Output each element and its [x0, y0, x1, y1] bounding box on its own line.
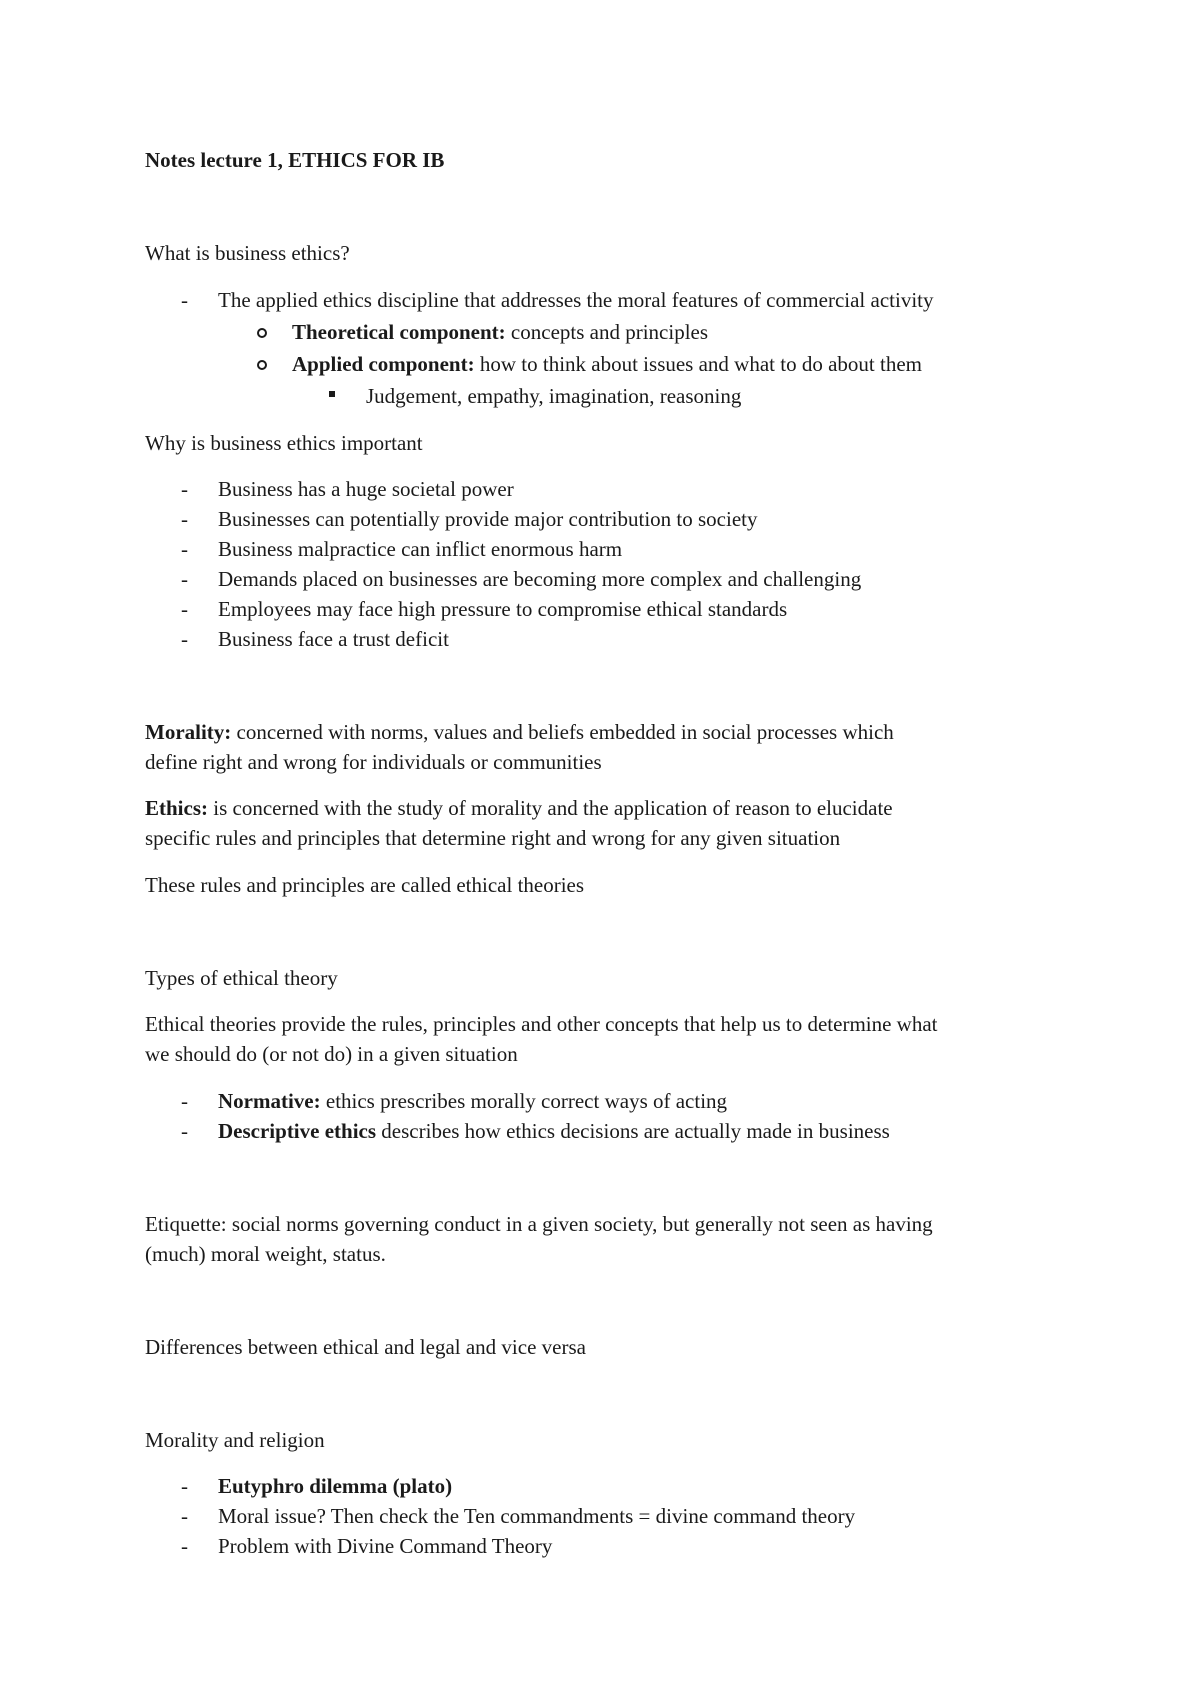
dash-bullet: -: [181, 1504, 188, 1528]
dash-bullet: -: [181, 627, 188, 651]
dash-bullet: -: [181, 1534, 188, 1558]
doc-title: Notes lecture 1, ETHICS FOR IB: [145, 148, 445, 172]
square-bullet-icon: [329, 391, 335, 397]
sub-list-item-text: Theoretical component: concepts and principles: [292, 320, 709, 344]
dash-bullet: -: [181, 597, 188, 621]
morality-term: Morality:: [145, 720, 232, 744]
dash-bullet: -: [181, 537, 188, 561]
circle-bullet-icon: [257, 328, 267, 338]
differences-heading: Differences between ethical and legal and vice versa: [145, 1335, 586, 1359]
document-page: Notes lecture 1, ETHICS FOR IB What is business ethics? - The applied ethics discipline that addresses the moral features of commercial activity Theoretical component: concepts and principles Applied component: how to think about issues and what to do about them Judgement, empathy, imagination, reasoning Why is business ethics important - Business has a huge societal power - Businesses can potentially provide major contribution to society - Business malpractice can inflict enormous harm - Demands placed on businesses are becoming more complex and challenging - Employees may face high pressure to compromise ethical standards - Business face a trust deficit Morality: concerned with norms, values and beliefs embedded in social processes which define right and wrong for individuals or communities Ethics: is concerned with the study of morality and the application of reason to elucidate specific rules and principles that determine right and wrong for any given situation These rules and principles are called ethical theories Types of ethical theory Ethical theories provide the rules, principles and other concepts that help us to determine what we should do (or not do) in a given situation - Normative: ethics prescribes morally correct ways of acting - Descriptive ethics describes how ethics decisions are actually made in business Etiquette: social norms governing conduct in a given society, but generally not seen as having (much) moral weight, status. Differences between ethical and legal and vice versa Morality and religion - Eutyphro dilemma (plato) - Moral issue? Then check the Ten commandments = divine command theory - Problem with Divine Command Theory: [145, 148, 938, 1558]
list-item-text: Business face a trust deficit: [218, 627, 449, 651]
heading-morality-and-religion: Morality and religion: [145, 1428, 325, 1452]
ethics-term: Ethics:: [145, 796, 208, 820]
list-item-text: Employees may face high pressure to compromise ethical standards: [218, 597, 788, 621]
heading-why-important: Why is business ethics important: [145, 431, 423, 455]
dash-bullet: -: [181, 567, 188, 591]
heading-what-is-business-ethics: What is business ethics?: [145, 241, 350, 265]
sub-list-item-text: Applied component: how to think about issues and what to do about them: [292, 352, 922, 376]
dash-bullet: -: [181, 288, 188, 312]
dash-bullet: -: [181, 1119, 188, 1143]
list-item-text: Demands placed on businesses are becoming more complex and challenging: [218, 567, 862, 591]
list-item-text: Problem with Divine Command Theory: [218, 1534, 553, 1558]
list-item-text: Moral issue? Then check the Ten commandments = divine command theory: [218, 1504, 856, 1528]
list-item-text: Normative: ethics prescribes morally correct ways of acting: [218, 1089, 728, 1113]
list-item-text: Businesses can potentially provide major contribution to society: [218, 507, 758, 531]
dash-bullet: -: [181, 507, 188, 531]
sub-sub-list-item-text: Judgement, empathy, imagination, reasoning: [366, 384, 742, 408]
ethical-theories-note: These rules and principles are called ethical theories: [145, 873, 585, 897]
dash-bullet: -: [181, 1474, 188, 1498]
list-item-text: Eutyphro dilemma (plato): [218, 1474, 453, 1498]
heading-types-of-ethical-theory: Types of ethical theory: [145, 966, 338, 990]
list-item-text: The applied ethics discipline that addresses the moral features of commercial activity: [218, 288, 934, 312]
list-item-text: Business malpractice can inflict enormous harm: [218, 537, 623, 561]
list-item-text: Business has a huge societal power: [218, 477, 514, 501]
dash-bullet: -: [181, 1089, 188, 1113]
dash-bullet: -: [181, 477, 188, 501]
list-item-text: Descriptive ethics describes how ethics decisions are actually made in business: [218, 1119, 890, 1143]
circle-bullet-icon: [257, 360, 267, 370]
